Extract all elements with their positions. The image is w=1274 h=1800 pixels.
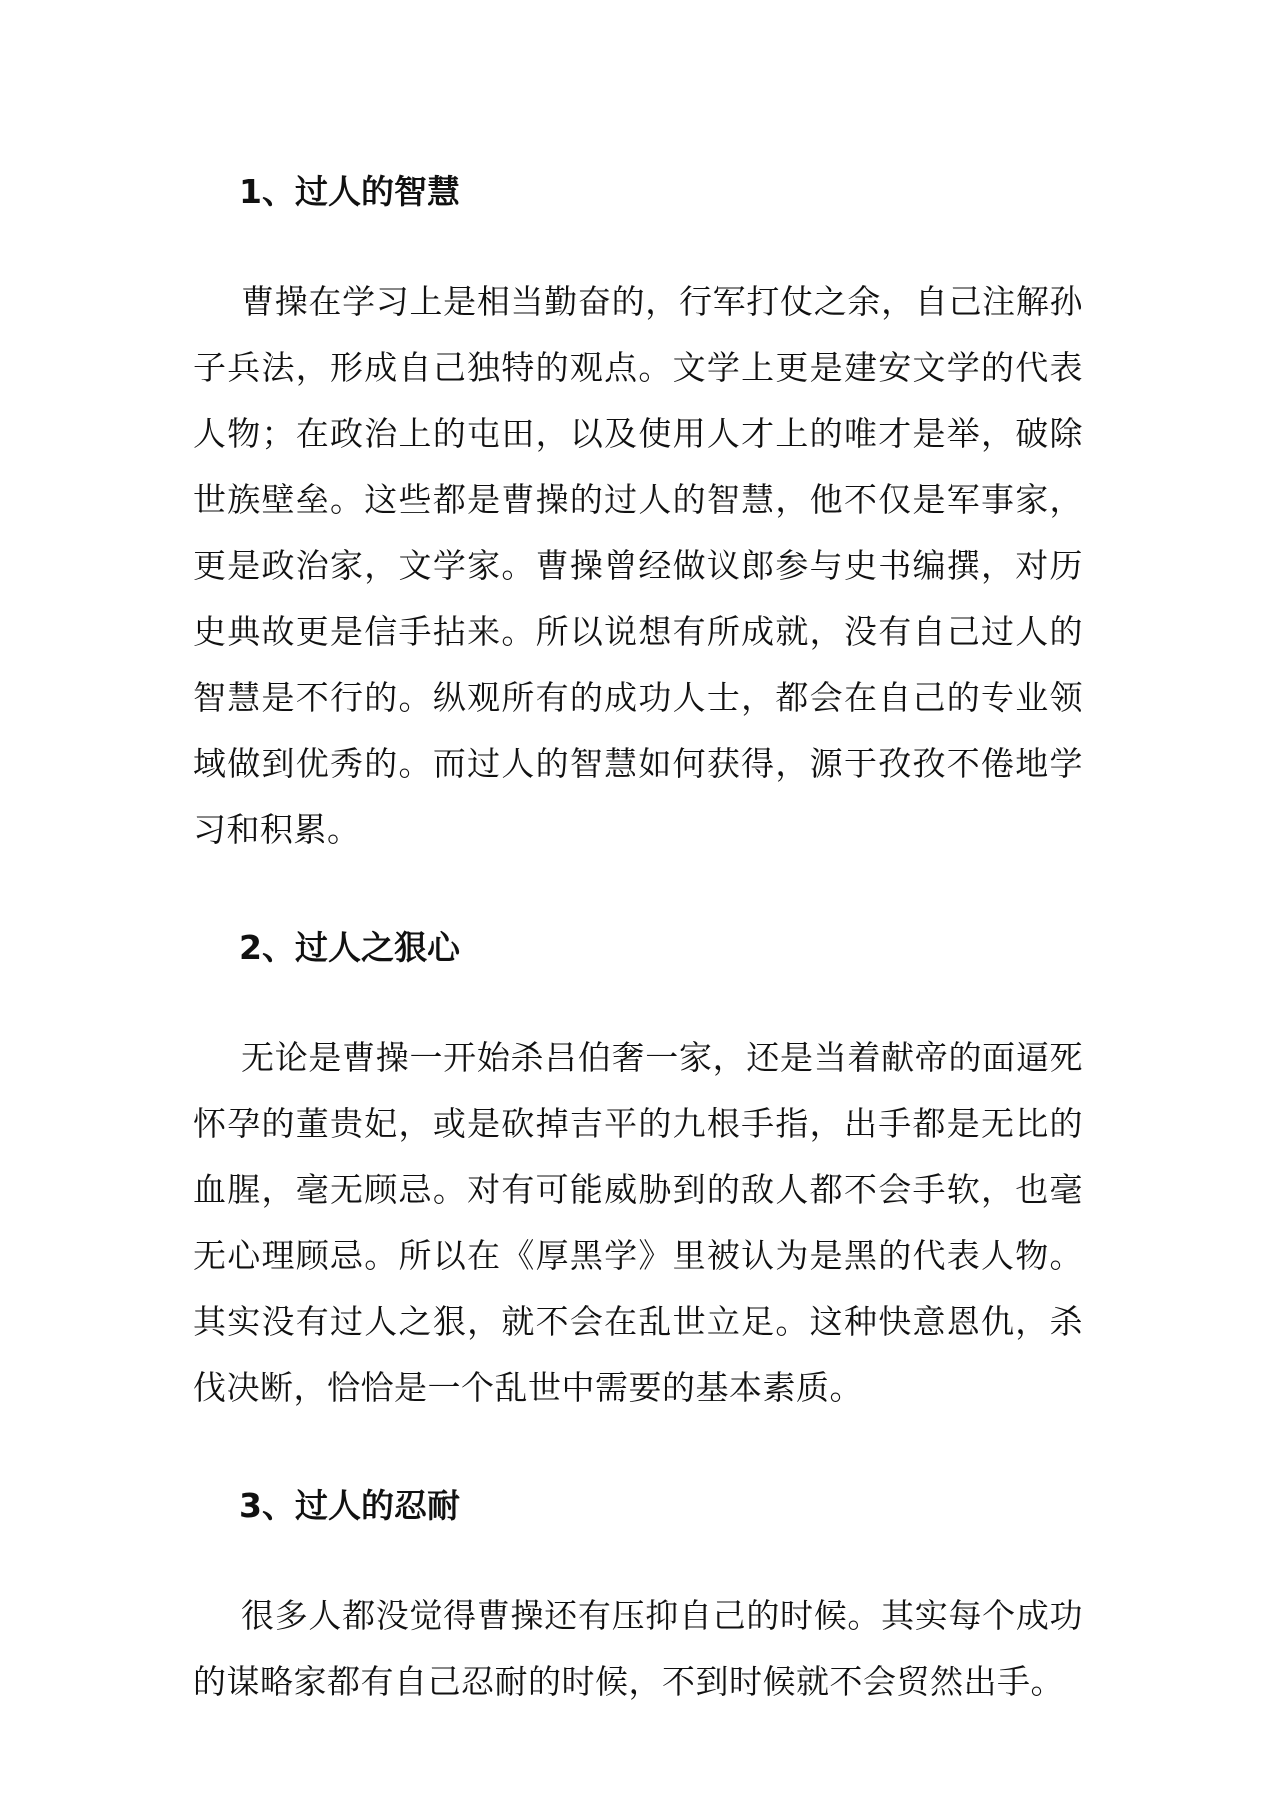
spacer bbox=[193, 1421, 1083, 1477]
section-heading-1: 1、过人的智慧 bbox=[239, 172, 460, 211]
spacer bbox=[193, 977, 1083, 1025]
section-paragraph-1: 曹操在学习上是相当勤奋的，行军打仗之余，自己注解孙子兵法，形成自己独特的观点。文学上更是建安文学的代表人物；在政治上的屯田，以及使用人才上的唯才是举，破除世族壁垒。这些都是曹操的过人的智慧，他不仅是军事家，更是政治家，文学家。曹操曾经做议郎参与史书编撰，对历史典故更是信手拈来。所以说想有所成就，没有自己过人的智慧是不行的。纵观所有的成功人士，都会在自己的专业领域做到优秀的。而过人的智慧如何获得，源于孜孜不倦地学习和积累。 bbox=[193, 282, 1083, 849]
spacer bbox=[193, 863, 1083, 919]
section-heading-2: 2、过人之狠心 bbox=[239, 928, 460, 967]
document-body bbox=[193, 163, 1083, 1715]
spacer bbox=[193, 221, 1083, 269]
section-paragraph-3: 很多人都没觉得曹操还有压抑自己的时候。其实每个成功的谋略家都有自己忍耐的时候，不到时候就不会贸然出手。 bbox=[193, 1596, 1083, 1701]
section-heading-3: 3、过人的忍耐 bbox=[239, 1486, 460, 1525]
spacer bbox=[193, 1535, 1083, 1583]
section-paragraph-2: 无论是曹操一开始杀吕伯奢一家，还是当着献帝的面逼死怀孕的董贵妃，或是砍掉吉平的九根手指，出手都是无比的血腥，毫无顾忌。对有可能威胁到的敌人都不会手软，也毫无心理顾忌。所以在《厚黑学》里被认为是黑的代表人物。其实没有过人之狠，就不会在乱世立足。这种快意恩仇，杀伐决断，恰恰是一个乱世中需要的基本素质。 bbox=[193, 1038, 1083, 1407]
